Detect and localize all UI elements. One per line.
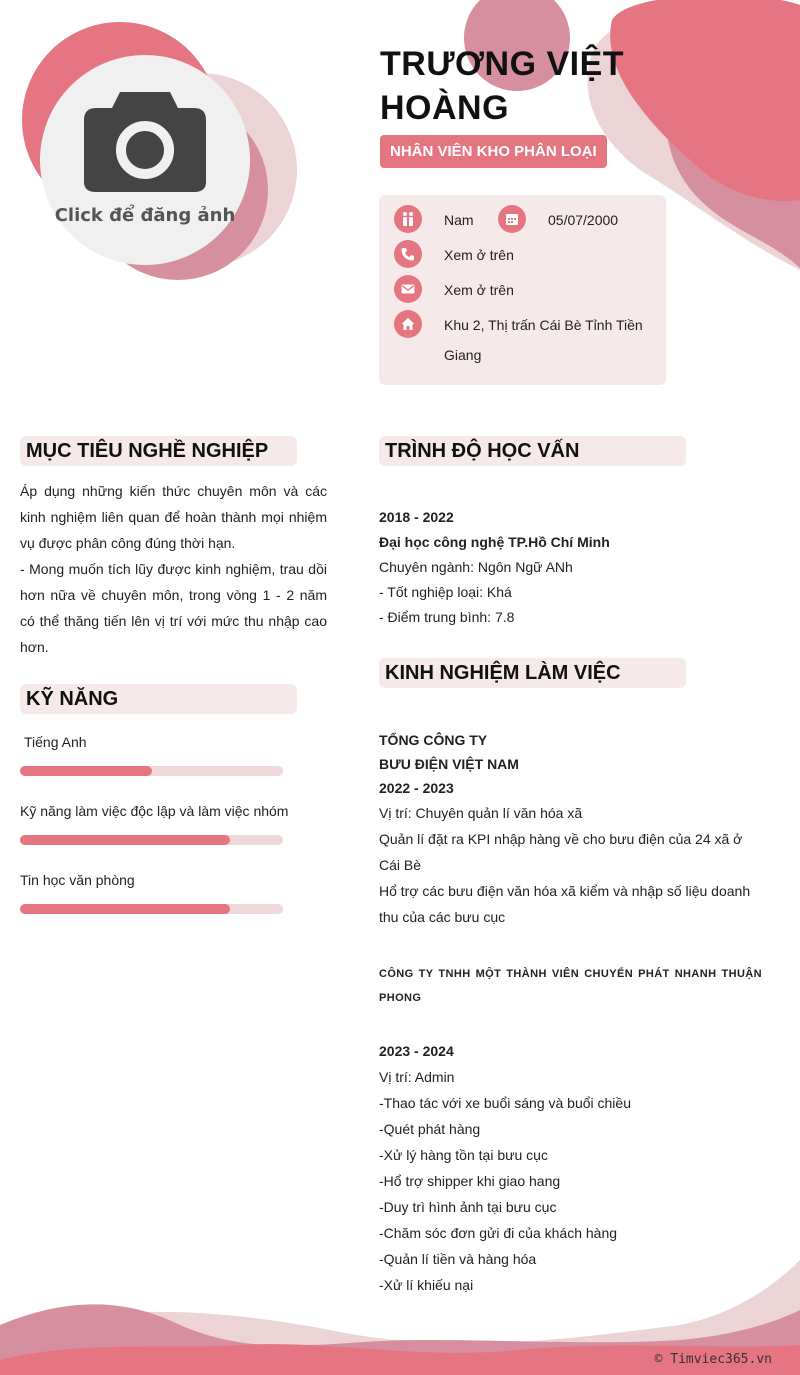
objective-paragraph-1: Áp dụng những kiến thức chuyên môn và các kinh nghiệm liên quan để hoàn thành mọi nhiệm vụ được phân công đúng thời hạn.: [20, 483, 327, 551]
gender-value: Nam: [444, 212, 474, 228]
job2-period: 2023 - 2024: [379, 1043, 454, 1059]
experience-list: [379, 728, 762, 1298]
education-grade: - Tốt nghiệp loại: Khá: [379, 584, 512, 600]
job2-task: -Chăm sóc đơn gửi đi của khách hàng: [379, 1225, 618, 1241]
job-title-badge: NHÂN VIÊN KHO PHÂN LOẠI: [380, 135, 607, 168]
email-value: Xem ở trên: [444, 282, 514, 298]
skill-label: Tin học văn phòng: [20, 872, 135, 888]
contact-info-box: [379, 195, 666, 385]
address-line-1: Khu 2, Thị trấn Cái Bè Tỉnh Tiền: [444, 317, 643, 333]
avatar-upload[interactable]: [40, 55, 250, 265]
experience-heading: KINH NGHIỆM LÀM VIỆC: [379, 658, 686, 688]
camera-icon: [82, 84, 208, 199]
education-heading: TRÌNH ĐỘ HỌC VẤN: [379, 436, 686, 466]
skill-label: Kỹ năng làm việc độc lập và làm việc nhóm: [20, 803, 289, 819]
job2-task: -Duy trì hình ảnh tại bưu cục: [379, 1199, 557, 1215]
objective-heading: MỤC TIÊU NGHỀ NGHIỆP: [20, 436, 297, 466]
skills-heading: KỸ NĂNG: [20, 684, 297, 714]
education-period: 2018 - 2022: [379, 509, 454, 525]
job1-period: 2022 - 2023: [379, 780, 454, 796]
job1-description-2: Hổ trợ các bưu điện văn hóa xã kiểm và nhập số liệu doanh thu của các bưu cục: [379, 883, 751, 925]
skill-bar-fill: [20, 766, 152, 776]
upload-photo-label: Click để đăng ảnh: [54, 205, 236, 226]
education-gpa: - Điểm trung bình: 7.8: [379, 609, 515, 625]
skill-bar-fill: [20, 835, 230, 845]
phone-value: Xem ở trên: [444, 247, 514, 263]
job1-company-line-1: TỔNG CÔNG TY: [379, 732, 488, 748]
education-major: Chuyên ngành: Ngôn Ngữ ANh: [379, 559, 573, 575]
address-line-2: Giang: [444, 347, 482, 363]
copyright-text: © Timviec365.vn: [654, 1352, 772, 1367]
job2-company: CÔNG TY TNHH MỘT THÀNH VIÊN CHUYỂN PHÁT NHANH THUẬN PHONG: [379, 968, 762, 1004]
job2-task: -Quản lí tiền và hàng hóa: [379, 1251, 537, 1267]
job2-task: -Hổ trợ shipper khi giao hang: [379, 1173, 561, 1189]
skill-bar: [20, 766, 283, 776]
education-school: Đại học công nghệ TP.Hồ Chí Minh: [379, 534, 610, 550]
objective-paragraph-2: - Mong muốn tích lũy được kinh nghiệm, trau dồi hơn nữa về chuyên môn, trong vòng 1 - 2 năm có thể thăng tiến lên vị trí với mức thu nhập cao hơn.: [20, 561, 327, 655]
email-icon: [394, 275, 422, 303]
candidate-name: [380, 42, 640, 130]
job2-task: -Xử lí khiếu nại: [379, 1277, 474, 1293]
home-icon: [394, 310, 422, 338]
skill-bar: [20, 904, 283, 914]
skill-bar: [20, 835, 283, 845]
job2-task: -Xử lý hàng tồn tại bưu cục: [379, 1147, 548, 1163]
calendar-icon: [498, 205, 526, 233]
phone-icon: [394, 240, 422, 268]
job1-description-1: Quản lí đặt ra KPI nhập hàng về cho bưu điện của 24 xã ở Cái Bè: [379, 831, 743, 873]
education-entry: [379, 505, 762, 630]
skill-bar-fill: [20, 904, 230, 914]
job2-task: -Quét phát hàng: [379, 1121, 481, 1137]
skill-label: Tiếng Anh: [24, 734, 87, 750]
job2-position: Vị trí: Admin: [379, 1069, 455, 1085]
birthday-value: 05/07/2000: [548, 212, 619, 228]
name-line-2: HOÀNG: [380, 89, 510, 127]
gender-icon: [394, 205, 422, 233]
job2-task: -Thao tác với xe buổi sáng và buổi chiều: [379, 1095, 631, 1111]
name-line-1: TRƯƠNG VIỆT: [380, 45, 625, 83]
job1-position: Vị trí: Chuyên quản lí văn hóa xã: [379, 805, 583, 821]
job1-company-line-2: BƯU ĐIỆN VIỆT NAM: [379, 756, 519, 772]
objective-text: [20, 478, 327, 660]
